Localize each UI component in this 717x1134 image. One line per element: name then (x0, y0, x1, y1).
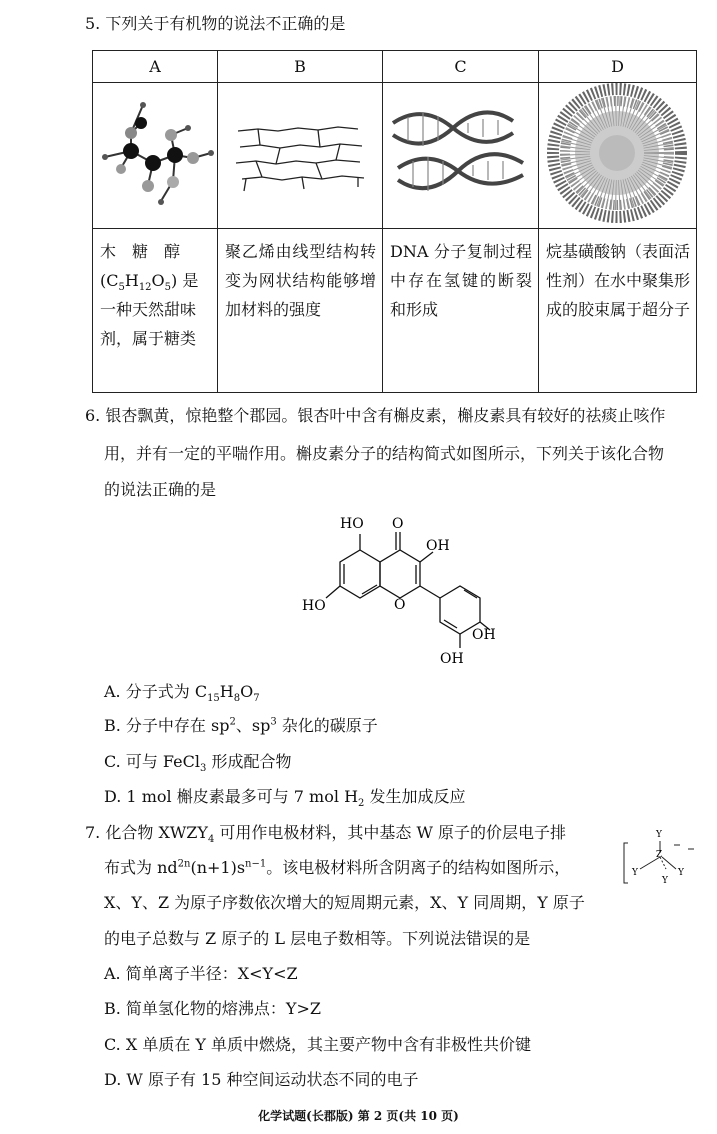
svg-text:O: O (394, 597, 406, 613)
svg-text:OH: OH (472, 627, 496, 643)
q5-options-table (92, 50, 697, 393)
svg-text:Z: Z (656, 850, 663, 860)
q7-stem-line4: 的电子总数与 Z 原子的 L 层电子数相等。下列说法错误的是 (104, 929, 531, 948)
svg-text:Y: Y (662, 876, 668, 886)
q6-option-a: A. 分子式为 $C_{15}H_8O_7$ (104, 682, 260, 705)
option-c-text: DNA 分子复制过程中存在氢键的断裂和形成 (390, 242, 532, 319)
page-footer: 化学试题(长郡版) 第 2 页(共 10 页) (258, 1109, 459, 1123)
dna-helix-image (383, 83, 539, 229)
header-c: C (383, 51, 539, 83)
quercetin-structure (300, 508, 515, 668)
polyethylene-network-image (218, 83, 383, 229)
svg-text:HO: HO (340, 516, 364, 532)
svg-text:HO: HO (302, 598, 326, 614)
option-d-text: 烷基磺酸钠（表面活性剂）在水中聚集形成的胶束属于超分子 (546, 242, 691, 319)
xylitol-model-image (93, 83, 218, 229)
q6-option-c: C. 可与 FeCl$_3$ 形成配合物 (104, 752, 292, 775)
anion-structure (622, 825, 702, 895)
q6-stem-line2: 用，并有一定的平喘作用。槲皮素分子的结构简式如图所示，下列关于该化合物 (104, 444, 665, 463)
svg-text:Y: Y (656, 830, 662, 840)
q5-stem: 5. 下列关于有机物的说法不正确的是 (85, 14, 346, 33)
svg-text:O: O (392, 516, 404, 532)
option-a-text: 木 糖 醇 $(C_5H_{12}O_5)$ 是 一种天然甜味 剂，属于糖类 (100, 242, 199, 348)
svg-text:OH: OH (426, 538, 450, 554)
option-b-text: 聚乙烯由线型结构转变为网状结构能够增加材料的强度 (225, 242, 376, 319)
header-b: B (218, 51, 383, 83)
svg-text:OH: OH (440, 651, 464, 667)
q7-stem-line1: 7. 化合物 $XWZY_4$ 可用作电极材料，其中基态 W 原子的价层电子排 (85, 823, 567, 846)
q7-option-d: D. W 原子有 15 种空间运动状态不同的电子 (104, 1070, 419, 1089)
q7-option-c: C. X 单质在 Y 单质中燃烧，其主要产物中含有非极性共价键 (104, 1035, 532, 1054)
svg-text:Y: Y (632, 868, 638, 878)
svg-text:Y: Y (678, 868, 684, 878)
q7-stem-line3: X、Y、Z 为原子序数依次增大的短周期元素，X、Y 同周期，Y 原子 (104, 893, 585, 912)
header-a: A (93, 51, 218, 83)
q7-option-b: B. 简单氢化物的熔沸点：Y>Z (104, 999, 322, 1018)
q6-stem-line1: 6. 银杏飘黄，惊艳整个郡园。银杏叶中含有槲皮素，槲皮素具有较好的祛痰止咳作 (85, 406, 666, 425)
q6-option-d: D. 1 mol 槲皮素最多可与 7 mol $H_2$ 发生加成反应 (104, 787, 466, 810)
q6-option-b: B. 分子中存在 $sp^2$、$sp^3$ 杂化的碳原子 (104, 716, 378, 735)
q7-option-a: A. 简单离子半径：X<Y<Z (104, 964, 298, 983)
q7-stem-line2: 布式为 $nd^{2n}(n+1)s^{n-1}$。该电极材料所含阴离子的结构如图所示， (104, 858, 571, 877)
q6-stem-line3: 的说法正确的是 (104, 480, 217, 499)
micelle-image (539, 83, 697, 229)
header-d: D (539, 51, 697, 83)
